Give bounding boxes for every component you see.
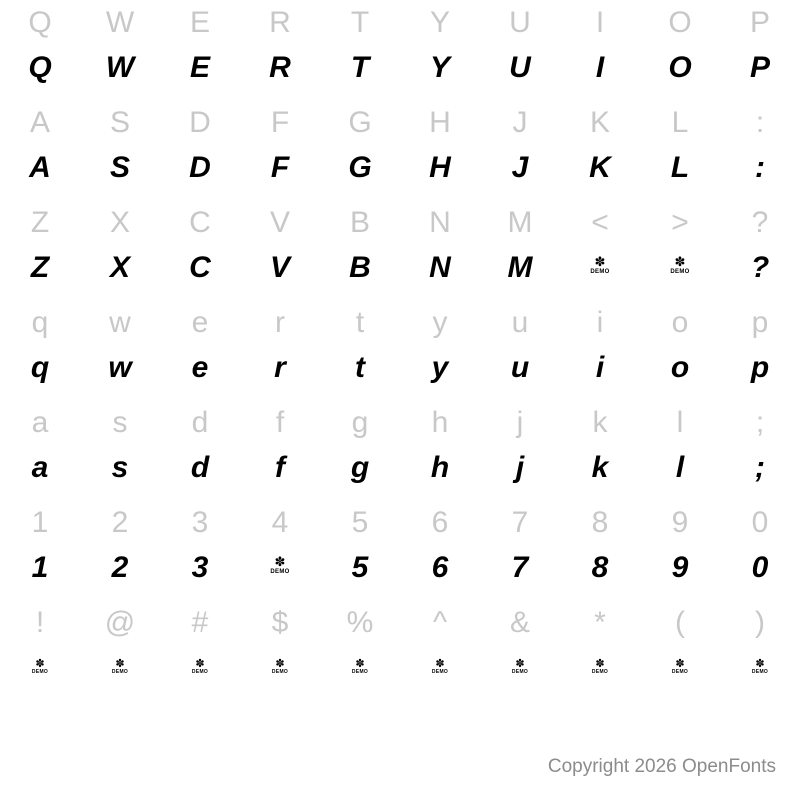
- glyph-row: [0, 247, 800, 300]
- keycap-character: 7: [511, 506, 529, 539]
- keycap-character: Y: [429, 6, 450, 39]
- keycap-character: J: [512, 106, 528, 139]
- keycap-character: p: [751, 306, 769, 339]
- keycap-character: M: [507, 206, 533, 239]
- glyph-row: [0, 47, 800, 100]
- sample-glyph: O: [668, 51, 692, 84]
- keycap-character: B: [349, 206, 370, 239]
- keycap-character: r: [275, 306, 285, 339]
- sample-glyph: l: [675, 451, 685, 484]
- demo-label: DEMO: [270, 569, 290, 576]
- keycap-character: D: [189, 106, 211, 139]
- sample-glyph: H: [429, 151, 451, 184]
- leaf-icon: ✽: [595, 657, 605, 671]
- sample-glyph: o: [670, 351, 690, 384]
- demo-watermark-glyph: [480, 647, 560, 700]
- keycap-character: 3: [191, 506, 209, 539]
- keycap-character: 9: [671, 506, 689, 539]
- keycap-row: [0, 300, 800, 347]
- keycap-character: <: [591, 206, 609, 239]
- keycap-character: >: [671, 206, 689, 239]
- keycap-row: [0, 500, 800, 547]
- keycap-character: 6: [431, 506, 449, 539]
- demo-watermark-glyph: [400, 647, 480, 700]
- keycap-character: 8: [591, 506, 609, 539]
- demo-label: DEMO: [111, 669, 129, 676]
- demo-label: DEMO: [351, 669, 369, 676]
- keycap-character: o: [671, 306, 689, 339]
- sample-glyph: 3: [191, 551, 209, 584]
- leaf-icon: ✽: [355, 657, 365, 671]
- demo-label: DEMO: [191, 669, 209, 676]
- keycap-character: g: [351, 406, 369, 439]
- sample-glyph: u: [510, 351, 530, 384]
- sample-glyph: 8: [591, 551, 609, 584]
- keycap-character: :: [755, 106, 765, 139]
- demo-watermark-glyph: [320, 647, 400, 700]
- leaf-icon: ✽: [274, 555, 286, 571]
- demo-stamp-icon: [749, 658, 771, 680]
- sample-glyph: k: [591, 451, 609, 484]
- leaf-icon: ✽: [435, 657, 445, 671]
- sample-glyph: t: [355, 351, 365, 384]
- sample-glyph: g: [350, 451, 370, 484]
- glyph-row: [0, 647, 800, 700]
- keycap-character: A: [29, 106, 50, 139]
- sample-glyph: r: [274, 351, 286, 384]
- demo-stamp-icon: [429, 658, 451, 680]
- keycap-character: w: [109, 306, 131, 339]
- demo-watermark-glyph: [640, 647, 720, 700]
- leaf-icon: ✽: [594, 255, 606, 271]
- keycap-character: O: [668, 6, 692, 39]
- sample-glyph: D: [189, 151, 211, 184]
- demo-stamp-icon: [267, 556, 293, 582]
- keycap-character: I: [595, 6, 605, 39]
- keycap-character: V: [269, 206, 290, 239]
- demo-label: DEMO: [671, 669, 689, 676]
- keycap-character: j: [516, 406, 524, 439]
- keycap-row: [0, 0, 800, 47]
- demo-watermark-glyph: [160, 647, 240, 700]
- demo-stamp-icon: [29, 658, 51, 680]
- keycap-character: N: [429, 206, 451, 239]
- demo-label: DEMO: [31, 669, 49, 676]
- sample-glyph: y: [431, 351, 449, 384]
- demo-stamp-icon: [349, 658, 371, 680]
- keycap-row: [0, 200, 800, 247]
- sample-glyph: N: [429, 251, 451, 284]
- sample-glyph: 5: [351, 551, 369, 584]
- leaf-icon: ✽: [515, 657, 525, 671]
- demo-label: DEMO: [431, 669, 449, 676]
- sample-glyph: 6: [431, 551, 449, 584]
- keycap-character: P: [749, 6, 770, 39]
- keycap-character: $: [271, 606, 289, 639]
- leaf-icon: ✽: [115, 657, 125, 671]
- demo-watermark-glyph: [80, 647, 160, 700]
- demo-watermark-glyph: [720, 647, 800, 700]
- leaf-icon: ✽: [755, 657, 765, 671]
- copyright-notice: Copyright 2026 OpenFonts: [547, 756, 776, 777]
- leaf-icon: ✽: [275, 657, 285, 671]
- demo-stamp-icon: [667, 256, 693, 282]
- sample-glyph: a: [31, 451, 49, 484]
- keycap-character: (: [675, 606, 685, 639]
- sample-glyph: A: [29, 151, 51, 184]
- sample-glyph: e: [191, 351, 209, 384]
- demo-label: DEMO: [751, 669, 769, 676]
- keycap-character: i: [596, 306, 604, 339]
- keycap-character: #: [191, 606, 209, 639]
- leaf-icon: ✽: [675, 657, 685, 671]
- sample-glyph: d: [190, 451, 210, 484]
- keycap-character: e: [191, 306, 209, 339]
- keycap-character: S: [109, 106, 130, 139]
- glyph-row: [0, 547, 800, 600]
- sample-glyph: j: [515, 451, 525, 484]
- keycap-character: !: [35, 606, 45, 639]
- keycap-character: a: [31, 406, 49, 439]
- keycap-character: 2: [111, 506, 129, 539]
- keycap-character: u: [511, 306, 529, 339]
- keycap-character: ^: [432, 606, 448, 639]
- keycap-row: [0, 600, 800, 647]
- keycap-character: 0: [751, 506, 769, 539]
- keycap-character: s: [112, 406, 128, 439]
- sample-glyph: h: [430, 451, 450, 484]
- sample-glyph: J: [511, 151, 529, 184]
- sample-glyph: T: [350, 51, 370, 84]
- keycap-character: k: [592, 406, 608, 439]
- keycap-character: F: [270, 106, 290, 139]
- demo-label: DEMO: [670, 269, 690, 276]
- leaf-icon: ✽: [195, 657, 205, 671]
- keycap-character: H: [429, 106, 451, 139]
- sample-glyph: f: [275, 451, 285, 484]
- glyph-row: [0, 147, 800, 200]
- demo-watermark-glyph: [240, 647, 320, 700]
- sample-glyph: 7: [511, 551, 529, 584]
- sample-glyph: 2: [111, 551, 129, 584]
- demo-label: DEMO: [271, 669, 289, 676]
- keycap-character: &: [509, 606, 530, 639]
- sample-glyph: 0: [751, 551, 769, 584]
- keycap-character: %: [346, 606, 374, 639]
- sample-glyph: Q: [28, 51, 52, 84]
- sample-glyph: s: [111, 451, 129, 484]
- sample-glyph: i: [595, 351, 605, 384]
- keycap-character: R: [269, 6, 291, 39]
- glyph-row: [0, 347, 800, 400]
- sample-glyph: Y: [429, 51, 450, 84]
- demo-stamp-icon: [109, 658, 131, 680]
- keycap-character: ?: [751, 206, 769, 239]
- demo-stamp-icon: [509, 658, 531, 680]
- keycap-character: y: [432, 306, 448, 339]
- keycap-character: h: [431, 406, 449, 439]
- leaf-icon: ✽: [674, 255, 686, 271]
- keycap-character: L: [671, 106, 689, 139]
- sample-glyph: 9: [671, 551, 689, 584]
- sample-glyph: V: [269, 251, 290, 284]
- keycap-character: ;: [755, 406, 765, 439]
- keycap-character: f: [275, 406, 285, 439]
- glyph-row: [0, 447, 800, 500]
- keycap-character: C: [189, 206, 211, 239]
- demo-watermark-glyph: [640, 247, 720, 300]
- sample-glyph: G: [348, 151, 372, 184]
- keycap-character: K: [589, 106, 610, 139]
- demo-watermark-glyph: [560, 247, 640, 300]
- sample-glyph: X: [109, 251, 130, 284]
- demo-watermark-glyph: [240, 547, 320, 600]
- keycap-character: 1: [31, 506, 49, 539]
- keycap-character: ): [755, 606, 765, 639]
- sample-glyph: W: [105, 51, 135, 84]
- sample-glyph: p: [750, 351, 770, 384]
- demo-stamp-icon: [587, 256, 613, 282]
- sample-glyph: w: [108, 351, 132, 384]
- demo-label: DEMO: [590, 269, 610, 276]
- sample-glyph: ?: [750, 251, 770, 284]
- sample-glyph: S: [109, 151, 130, 184]
- keycap-character: Q: [28, 6, 52, 39]
- sample-glyph: K: [589, 151, 611, 184]
- sample-glyph: :: [755, 151, 765, 184]
- sample-glyph: U: [509, 51, 531, 84]
- keycap-character: T: [350, 6, 370, 39]
- demo-watermark-glyph: [0, 647, 80, 700]
- keycap-character: E: [189, 6, 210, 39]
- sample-glyph: I: [595, 51, 605, 84]
- keycap-character: q: [31, 306, 49, 339]
- demo-stamp-icon: [189, 658, 211, 680]
- keycap-row: [0, 100, 800, 147]
- keycap-character: U: [509, 6, 531, 39]
- demo-stamp-icon: [669, 658, 691, 680]
- sample-glyph: R: [269, 51, 291, 84]
- keycap-character: *: [594, 606, 606, 639]
- keycap-character: 5: [351, 506, 369, 539]
- keycap-character: d: [191, 406, 209, 439]
- keycap-character: 4: [271, 506, 289, 539]
- sample-glyph: B: [349, 251, 371, 284]
- keycap-character: G: [348, 106, 372, 139]
- sample-glyph: 1: [31, 551, 49, 584]
- sample-glyph: q: [30, 351, 50, 384]
- sample-glyph: F: [270, 151, 290, 184]
- sample-glyph: E: [189, 51, 210, 84]
- demo-stamp-icon: [589, 658, 611, 680]
- keycap-row: [0, 400, 800, 447]
- demo-stamp-icon: [269, 658, 291, 680]
- demo-label: DEMO: [511, 669, 529, 676]
- keycap-character: W: [105, 6, 135, 39]
- sample-glyph: C: [189, 251, 211, 284]
- sample-glyph: P: [749, 51, 770, 84]
- keycap-character: X: [109, 206, 130, 239]
- sample-glyph: ;: [755, 451, 765, 484]
- demo-label: DEMO: [591, 669, 609, 676]
- sample-glyph: M: [507, 251, 533, 284]
- keycap-character: @: [104, 606, 136, 639]
- demo-watermark-glyph: [560, 647, 640, 700]
- leaf-icon: ✽: [35, 657, 45, 671]
- keycap-character: t: [355, 306, 365, 339]
- sample-glyph: Z: [30, 251, 50, 284]
- keycap-character: Z: [30, 206, 50, 239]
- keycap-character: l: [676, 406, 684, 439]
- sample-glyph: L: [670, 151, 690, 184]
